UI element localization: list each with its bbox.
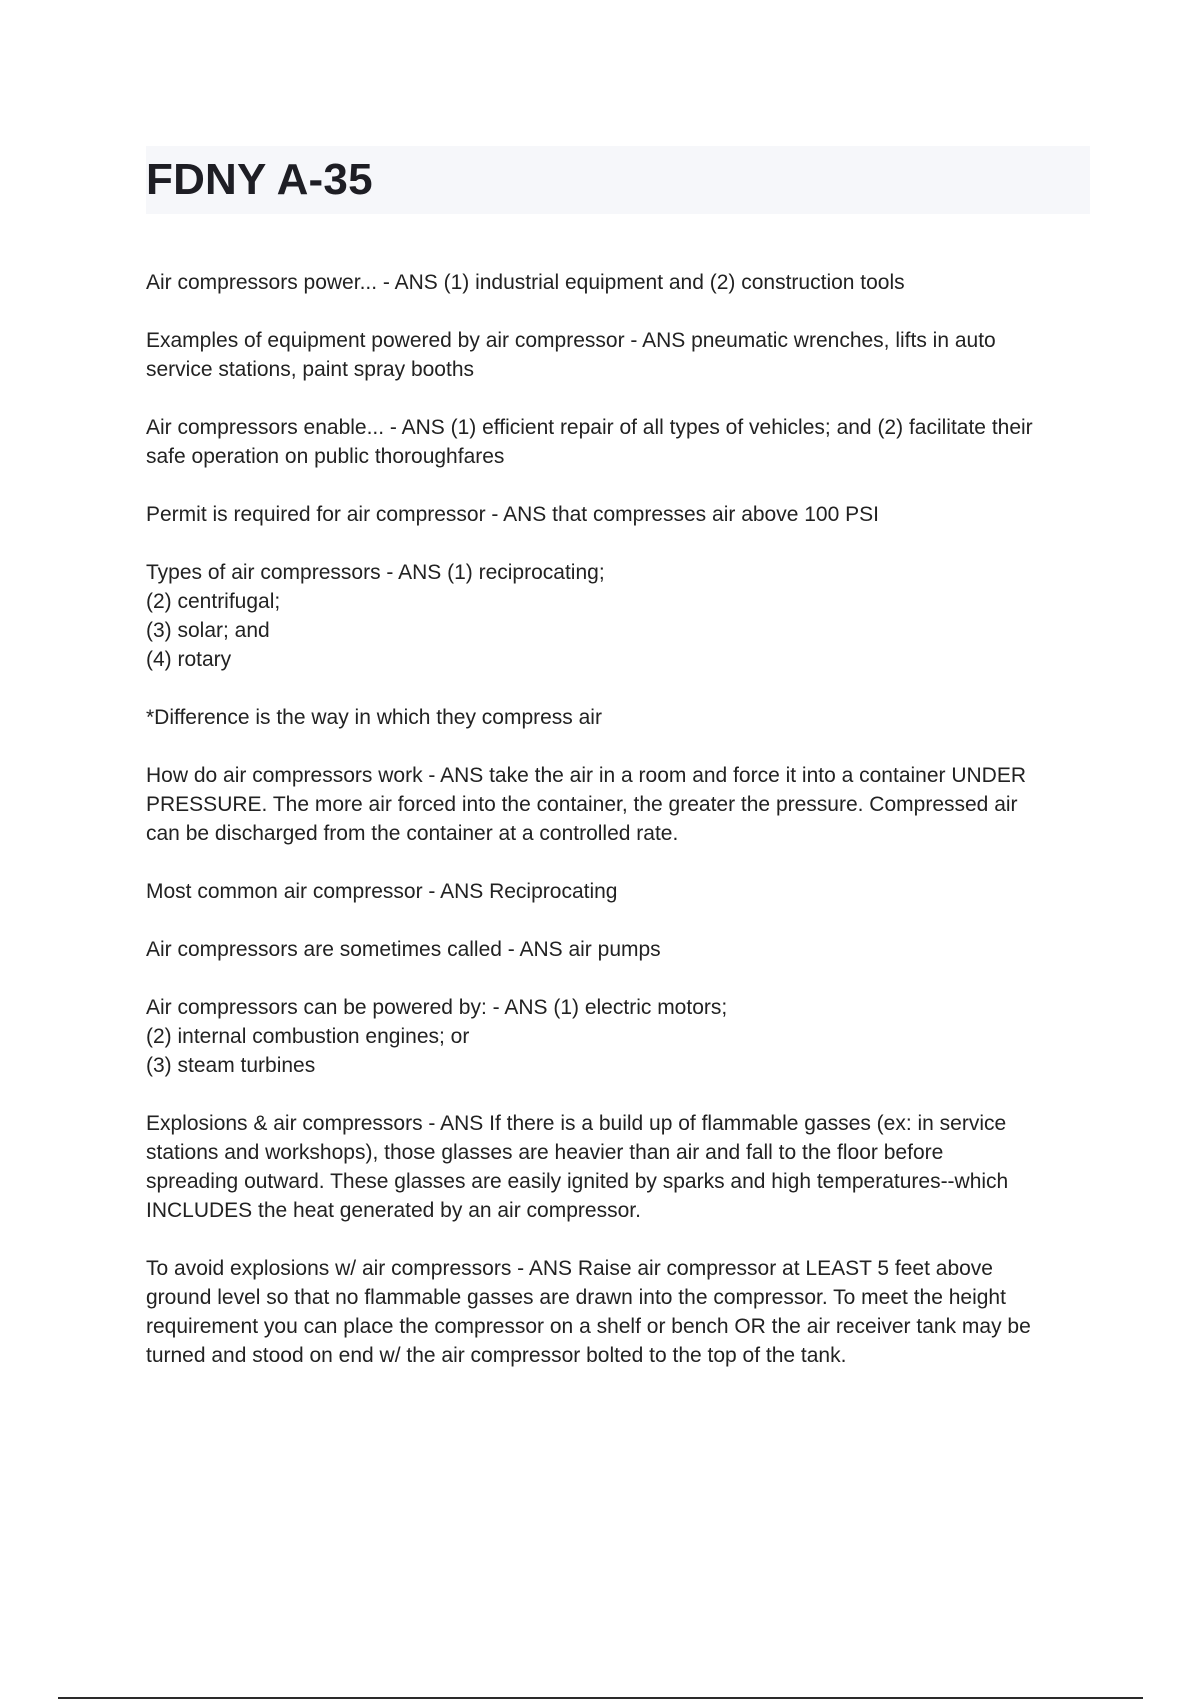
text-line: PRESSURE. The more air forced into the container, the greater the pressure. Compressed air bbox=[146, 793, 1018, 816]
text-line: safe operation on public thoroughfares bbox=[146, 445, 505, 468]
qa-entry-compressor-types bbox=[146, 558, 1090, 674]
text-line: (2) centrifugal; bbox=[146, 590, 281, 613]
text-line: (3) steam turbines bbox=[146, 1054, 316, 1077]
qa-entry-most-common bbox=[146, 877, 1090, 906]
document-body bbox=[146, 268, 1090, 1399]
qa-entry-explosions bbox=[146, 1109, 1090, 1225]
text-line: (4) rotary bbox=[146, 648, 232, 671]
text-line: service stations, paint spray booths bbox=[146, 358, 475, 381]
text-line: (2) internal combustion engines; or bbox=[146, 1025, 470, 1048]
page-bottom-divider bbox=[58, 1697, 1143, 1699]
qa-entry-powered-by bbox=[146, 993, 1090, 1080]
text-line: Explosions & air compressors - ANS If there is a build up of flammable gasses (ex: in service bbox=[146, 1112, 1007, 1135]
qa-entry-avoid-explosions bbox=[146, 1254, 1090, 1370]
text-line: stations and workshops), those glasses are heavier than air and fall to the floor before bbox=[146, 1141, 944, 1164]
text-line: turned and stood on end w/ the air compressor bolted to the top of the tank. bbox=[146, 1344, 847, 1367]
text-line: Types of air compressors - ANS (1) reciprocating; bbox=[146, 561, 605, 584]
document-title: FDNY A-35 bbox=[146, 155, 373, 204]
text-line: Air compressors power... - ANS (1) industrial equipment and (2) construction tools bbox=[146, 271, 905, 294]
qa-entry-difference-note bbox=[146, 703, 1090, 732]
text-line: *Difference is the way in which they compress air bbox=[146, 706, 602, 729]
text-line: requirement you can place the compressor on a shelf or bench OR the air receiver tank may be bbox=[146, 1315, 1031, 1338]
text-line: Most common air compressor - ANS Reciprocating bbox=[146, 880, 618, 903]
text-line: Examples of equipment powered by air compressor - ANS pneumatic wrenches, lifts in auto bbox=[146, 329, 996, 352]
text-line: How do air compressors work - ANS take the air in a room and force it into a container UNDER bbox=[146, 764, 1027, 787]
qa-entry-equipment-examples bbox=[146, 326, 1090, 384]
qa-entry-also-called bbox=[146, 935, 1090, 964]
qa-entry-compressors-enable bbox=[146, 413, 1090, 471]
text-line: (3) solar; and bbox=[146, 619, 270, 642]
qa-entry-compressors-power bbox=[146, 268, 1090, 297]
text-line: can be discharged from the container at a controlled rate. bbox=[146, 822, 679, 845]
text-line: INCLUDES the heat generated by an air compressor. bbox=[146, 1199, 641, 1222]
text-line: Air compressors are sometimes called - ANS air pumps bbox=[146, 938, 661, 961]
text-line: Permit is required for air compressor - ANS that compresses air above 100 PSI bbox=[146, 503, 879, 526]
qa-entry-permit-required bbox=[146, 500, 1090, 529]
qa-entry-how-compressors-work bbox=[146, 761, 1090, 848]
text-line: Air compressors enable... - ANS (1) efficient repair of all types of vehicles; and (2) facilitate their bbox=[146, 416, 1033, 439]
text-line: Air compressors can be powered by: - ANS (1) electric motors; bbox=[146, 996, 728, 1019]
text-line: ground level so that no flammable gasses are drawn into the compressor. To meet the height bbox=[146, 1286, 1006, 1309]
text-line: spreading outward. These glasses are easily ignited by sparks and high temperatures--which bbox=[146, 1170, 1009, 1193]
text-line: To avoid explosions w/ air compressors - ANS Raise air compressor at LEAST 5 feet above bbox=[146, 1257, 993, 1280]
